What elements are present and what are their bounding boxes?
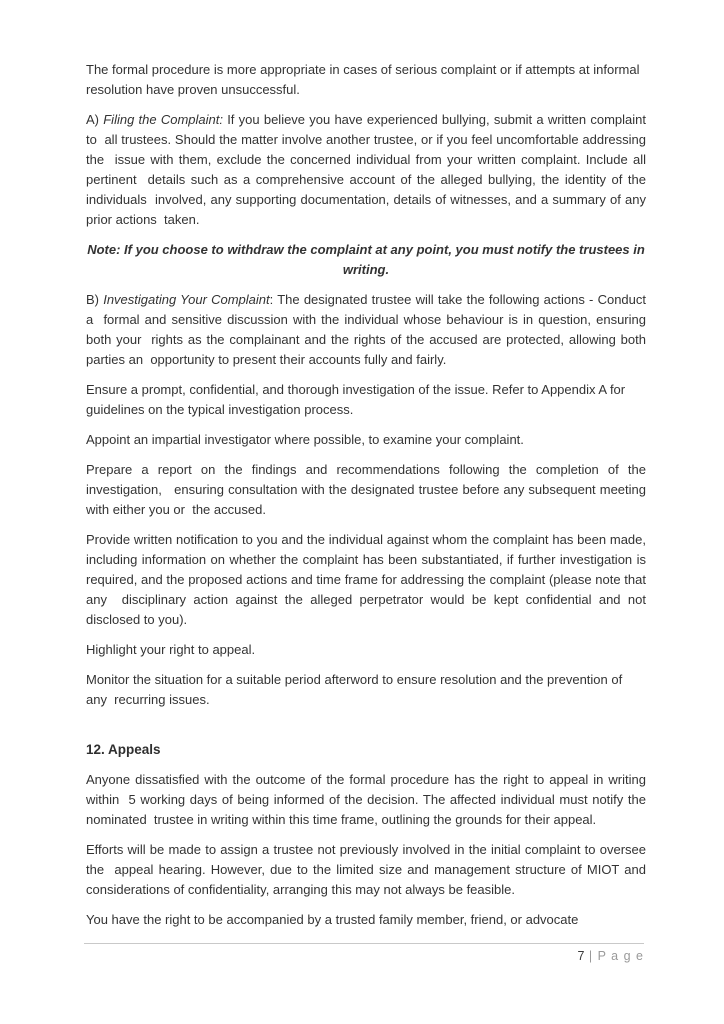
page-number: 7 bbox=[577, 949, 585, 963]
investigating-complaint-title: Investigating Your Complaint bbox=[103, 292, 270, 307]
paragraph-provide-notification: Provide written notification to you and the individual against whom the complaint has been made, including information on whether the complaint has been substantiated, if further investigation is required, and the proposed actions and time frame for addressing the complaint (please note that any disciplinary action against the alleged perpetrator would be kept confidential and not disclosed to you). bbox=[86, 532, 654, 627]
footer-page-indicator bbox=[84, 947, 644, 965]
page-label: | P a g e bbox=[584, 949, 644, 963]
paragraph-accompaniment-right: You have the right to be accompanied by a trusted family member, friend, or advocate bbox=[86, 912, 579, 927]
paragraph-appoint-investigator: Appoint an impartial investigator where possible, to examine your complaint. bbox=[86, 432, 524, 447]
page-footer bbox=[84, 943, 644, 965]
paragraph-prepare-report: Prepare a report on the findings and recommendations following the completion of the investigation, ensuring consultation with the designated trustee before any subsequent meeting with either you or the accused. bbox=[86, 462, 650, 517]
paragraph-monitor-situation: Monitor the situation for a suitable period afterword to ensure resolution and the prevention of any recurring issues. bbox=[86, 672, 626, 707]
paragraph-appeal-trustee: Efforts will be made to assign a trustee not previously involved in the initial complaint to oversee the appeal hearing. However, due to the limited size and management structure of MIOT and considerations of confidentiality, arranging this may not always be feasible. bbox=[86, 842, 654, 897]
document-body bbox=[86, 60, 654, 940]
paragraph-highlight-appeal: Highlight your right to appeal. bbox=[86, 642, 256, 657]
filing-complaint-text: If you believe you have experienced bullying, submit a written complaint to all trustees. Should the matter involve another trustee, or if you feel uncomfortable addressing the issue with them, exclude the concerned individual from your written complaint. Include all pertinent details such as a comprehensive account of the alleged bullying, the identity of the individuals involved, any supporting documentation, details of witnesses, and a summary of any prior actions taken. bbox=[86, 112, 650, 227]
paragraph-ensure-investigation: Ensure a prompt, confidential, and thorough investigation of the issue. Refer to Appendix A for guidelines on the typical investigation process. bbox=[86, 382, 633, 417]
investigating-complaint-text: : The designated trustee will take the following actions - Conduct a formal and sensitive discussion with the individual whose behaviour is in question, ensuring both your rights as the complainant and the rights of the accused are protected, allowing both parties an opportunity to present their accounts fully and fairly. bbox=[86, 292, 650, 367]
paragraph-appeal-rights: Anyone dissatisfied with the outcome of the formal procedure has the right to appeal in writing within 5 working days of being informed of the decision. The affected individual must notify the nominated trustee in writing within this time frame, outlining the grounds for their appeal. bbox=[86, 772, 650, 827]
filing-complaint-title: Filing the Complaint: bbox=[103, 112, 223, 127]
paragraph-investigating-complaint bbox=[86, 290, 650, 370]
paragraph-filing-complaint bbox=[86, 110, 650, 230]
list-marker-a: A) bbox=[86, 112, 104, 127]
withdrawal-note: Note: If you choose to withdraw the complaint at any point, you must notify the trustees in writing. bbox=[87, 242, 649, 277]
footer-divider bbox=[84, 943, 644, 944]
section-heading-appeals: 12. Appeals bbox=[86, 742, 161, 757]
list-marker-b: B) bbox=[86, 292, 104, 307]
paragraph-intro: The formal procedure is more appropriate in cases of serious complaint or if attempts at informal resolution have proven unsuccessful. bbox=[86, 62, 647, 97]
